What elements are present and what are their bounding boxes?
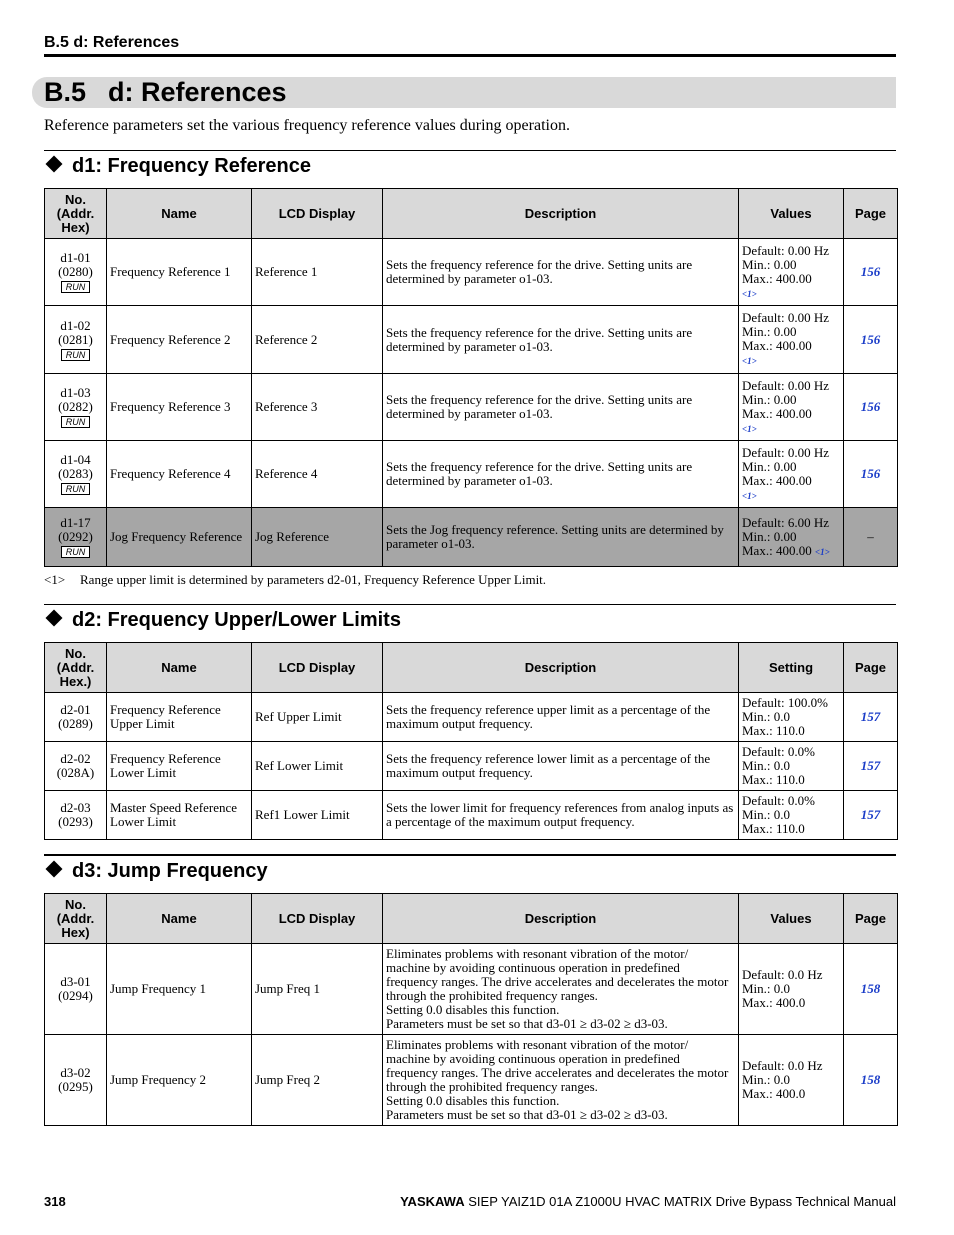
description-text: Sets the frequency reference for the drive. Setting units are determined by parameter o1-03. <box>386 324 693 354</box>
header-values: Values <box>739 189 844 239</box>
table-row <box>45 508 898 567</box>
value-line: Min.: 0.0 <box>742 807 791 822</box>
description-cell <box>383 693 739 742</box>
header-values: Values <box>739 894 844 944</box>
values-cell <box>739 1035 844 1126</box>
value-line: Min.: 0.0 <box>742 758 791 773</box>
description-cell <box>383 1035 739 1126</box>
description-cell <box>383 441 739 508</box>
values-cell <box>739 508 844 567</box>
description-text: Sets the lower limit for frequency references from analog inputs as a percentage of the maximum output frequency. <box>386 800 734 829</box>
value-line <box>742 544 840 559</box>
description-text: Sets the frequency reference lower limit as a percentage of the maximum output frequency. <box>386 751 711 780</box>
value-line: Max.: 110.0 <box>742 723 805 738</box>
lcd-display-text: Ref Upper Limit <box>252 693 383 742</box>
lcd-display-text: Jump Freq 2 <box>252 1035 383 1126</box>
parameter-address: (0294) <box>58 988 93 1003</box>
header-name: Name <box>107 189 252 239</box>
value-line: Default: 100.0% <box>742 695 828 710</box>
parameter-number: d1-04 <box>60 452 91 467</box>
header-description: Description <box>383 894 739 944</box>
footer-brand: YASKAWA <box>400 1194 465 1209</box>
value-line: Min.: 0.00 <box>742 458 797 474</box>
parameter-address: (0289) <box>58 716 93 731</box>
value-line: Min.: 0.00 <box>742 528 797 544</box>
diamond-bullet-icon <box>46 861 63 878</box>
page-number: 318 <box>44 1194 66 1209</box>
value-line: Max.: 400.0 <box>742 995 806 1010</box>
description-text: Sets the frequency reference upper limit as a percentage of the maximum output frequency. <box>386 702 711 731</box>
parameter-name: Jog Frequency Reference <box>107 508 252 567</box>
d3-rule <box>44 854 896 856</box>
header-description: Description <box>383 643 739 693</box>
parameter-address: (0283) <box>58 466 93 481</box>
parameter-address: (0280) <box>58 264 93 279</box>
values-cell <box>739 441 844 508</box>
table-row <box>45 441 898 508</box>
description-text: Sets the frequency reference for the drive. Setting units are determined by parameter o1-03. <box>386 459 693 488</box>
description-line: Eliminates problems with resonant vibration of the motor/ machine by avoiding continuous operation in predefined frequency ranges. The drive accelerates and decelerates the motor through the prohibited frequency ranges. <box>386 946 729 1003</box>
value-line: Max.: 400.00 <box>742 472 812 488</box>
footer-manual-title <box>400 1194 896 1209</box>
d3-heading <box>44 859 268 883</box>
value-line: Max.: 400.0 <box>742 1086 806 1101</box>
parameter-number-cell <box>45 508 107 567</box>
page-reference-link[interactable]: 157 <box>844 693 898 742</box>
d2-heading-text: d2: Frequency Upper/Lower Limits <box>72 609 401 631</box>
d1-heading <box>44 154 311 178</box>
description-line: Parameters must be set so that d3-01 ≥ d3-02 ≥ d3-03. <box>386 1016 668 1031</box>
d2-rule <box>44 604 896 605</box>
description-cell <box>383 944 739 1035</box>
table-row <box>45 693 898 742</box>
values-cell <box>739 374 844 441</box>
footnote-reference-link[interactable]: <1> <box>742 356 757 366</box>
table-header-row <box>45 189 898 239</box>
page-reference: – <box>844 508 898 567</box>
lcd-display-text: Reference 3 <box>252 374 383 441</box>
header-lcd-display: LCD Display <box>252 189 383 239</box>
page-reference-link[interactable]: 158 <box>844 1035 898 1126</box>
table-header-row <box>45 643 898 693</box>
header-lcd-display: LCD Display <box>252 643 383 693</box>
lcd-display-text: Reference 4 <box>252 441 383 508</box>
footnote-reference-link[interactable]: <1> <box>742 288 757 299</box>
d3-parameter-table <box>44 893 898 1126</box>
intro-paragraph: Reference parameters set the various frequency reference values during operation. <box>44 117 570 134</box>
parameter-name: Jump Frequency 1 <box>107 944 252 1035</box>
diamond-bullet-icon <box>46 156 63 173</box>
parameter-number: d3-02 <box>60 1065 91 1080</box>
page-reference-link[interactable]: 156 <box>844 374 898 441</box>
value-line: Default: 0.0% <box>742 744 815 759</box>
description-cell <box>383 742 739 791</box>
description-text: Sets the frequency reference for the drive. Setting units are determined by parameter o1-03. <box>386 392 693 421</box>
parameter-address: (0282) <box>58 399 93 414</box>
parameter-number: d1-17 <box>60 515 91 530</box>
header-page: Page <box>844 894 898 944</box>
parameter-address: (028A) <box>56 765 95 780</box>
footnote-reference-link[interactable]: <1> <box>814 546 830 557</box>
d1-rule <box>44 150 896 151</box>
parameter-name: Master Speed Reference Lower Limit <box>107 791 252 840</box>
value-line: Default: 0.00 Hz <box>742 310 830 325</box>
table-row <box>45 742 898 791</box>
header-no: No. (Addr. Hex) <box>45 189 107 239</box>
header-name: Name <box>107 894 252 944</box>
d2-heading <box>44 608 401 632</box>
page-reference-link[interactable]: 158 <box>844 944 898 1035</box>
d1-heading-text: d1: Frequency Reference <box>72 155 311 177</box>
table-row <box>45 306 898 374</box>
value-line: Default: 0.0% <box>742 793 815 808</box>
value-line: Default: 6.00 Hz <box>742 514 830 530</box>
section-title <box>44 77 287 108</box>
description-cell <box>383 239 739 306</box>
parameter-number-cell <box>45 306 107 374</box>
lcd-display-text: Jog Reference <box>252 508 383 567</box>
parameter-number: d1-02 <box>60 317 91 333</box>
values-cell <box>739 944 844 1035</box>
value-line: Default: 0.0 Hz <box>742 1058 823 1073</box>
header-page: Page <box>844 643 898 693</box>
description-text: Sets the frequency reference for the drive. Setting units are determined by parameter o1-03. <box>386 257 693 286</box>
parameter-address: (0295) <box>58 1079 93 1094</box>
value-line: Max.: 400.00 <box>742 270 812 286</box>
description-line: Setting 0.0 disables this function. <box>386 1093 560 1108</box>
run-badge: RUN <box>61 281 91 293</box>
value-line: Default: 0.00 Hz <box>742 242 830 258</box>
table-row <box>45 239 898 306</box>
footnote <box>44 572 546 588</box>
parameter-address: (0293) <box>58 814 93 829</box>
header-description: Description <box>383 189 739 239</box>
description-cell <box>383 306 739 374</box>
d3-heading-text: d3: Jump Frequency <box>72 860 268 882</box>
footnote-tag: <1> <box>44 572 66 587</box>
footnote-text: Range upper limit is determined by parameters d2-01, Frequency Reference Upper Limit. <box>80 572 547 587</box>
footer-manual-name: SIEP YAIZ1D 01A Z1000U HVAC MATRIX Drive Bypass Technical Manual <box>468 1194 896 1209</box>
header-lcd-display: LCD Display <box>252 894 383 944</box>
run-badge: RUN <box>61 483 91 495</box>
parameter-name: Jump Frequency 2 <box>107 1035 252 1126</box>
description-line: Eliminates problems with resonant vibration of the motor/ machine by avoiding continuous operation in predefined frequency ranges. The drive accelerates and decelerates the motor through the prohibited frequency ranges. <box>386 1037 729 1094</box>
parameter-number: d2-02 <box>60 751 91 766</box>
description-cell <box>383 508 739 567</box>
values-cell <box>739 306 844 374</box>
page-reference-link[interactable]: 157 <box>844 742 898 791</box>
header-name: Name <box>107 643 252 693</box>
parameter-number: d1-03 <box>60 385 91 400</box>
run-badge: RUN <box>61 546 91 558</box>
description-cell <box>383 791 739 840</box>
parameter-name: Frequency Reference 1 <box>107 239 252 306</box>
run-badge: RUN <box>61 416 91 428</box>
parameter-number-cell <box>45 791 107 840</box>
description-text: Sets the Jog frequency reference. Setting units are determined by parameter o1-03. <box>386 522 724 551</box>
footnote-reference-link[interactable]: <1> <box>742 423 757 434</box>
footnote-reference-link[interactable]: <1> <box>742 490 757 501</box>
parameter-number-cell <box>45 742 107 791</box>
parameter-number: d2-03 <box>60 800 91 815</box>
value-line: Min.: 0.0 <box>742 1072 791 1087</box>
value-line: Default: 0.00 Hz <box>742 377 830 393</box>
parameter-address: (0292) <box>58 529 93 544</box>
values-cell <box>739 791 844 840</box>
value-line: Max.: 110.0 <box>742 772 805 787</box>
values-cell <box>739 693 844 742</box>
lcd-display-text: Ref1 Lower Limit <box>252 791 383 840</box>
parameter-name: Frequency Reference Lower Limit <box>107 742 252 791</box>
table-row <box>45 374 898 441</box>
d1-parameter-table <box>44 188 898 567</box>
header-no: No. (Addr. Hex) <box>45 894 107 944</box>
section-number: B.5 <box>44 77 87 107</box>
parameter-number: d1-01 <box>60 250 91 265</box>
header-rule <box>44 54 896 57</box>
lcd-display-text: Jump Freq 1 <box>252 944 383 1035</box>
value-line: Default: 0.00 Hz <box>742 444 830 460</box>
value-line: Max.: 400.00 <box>742 338 812 353</box>
table-header-row <box>45 894 898 944</box>
parameter-number: d3-01 <box>60 974 91 989</box>
lcd-display-text: Reference 2 <box>252 306 383 374</box>
parameter-number: d2-01 <box>60 702 91 717</box>
header-setting: Setting <box>739 643 844 693</box>
parameter-number-cell <box>45 1035 107 1126</box>
values-cell <box>739 742 844 791</box>
page-reference-link[interactable]: 157 <box>844 791 898 840</box>
parameter-name: Frequency Reference 4 <box>107 441 252 508</box>
table-row <box>45 791 898 840</box>
parameter-number-cell <box>45 441 107 508</box>
page-reference-link[interactable]: 156 <box>844 239 898 306</box>
header-page: Page <box>844 189 898 239</box>
parameter-name: Frequency Reference 3 <box>107 374 252 441</box>
diamond-bullet-icon <box>46 610 63 627</box>
value-line: Max.: 110.0 <box>742 821 805 836</box>
parameter-number-cell <box>45 374 107 441</box>
description-line: Setting 0.0 disables this function. <box>386 1002 560 1017</box>
parameter-number-cell <box>45 944 107 1035</box>
page-reference-link[interactable]: 156 <box>844 441 898 508</box>
parameter-number-cell <box>45 693 107 742</box>
description-cell <box>383 374 739 441</box>
values-cell <box>739 239 844 306</box>
parameter-number-cell <box>45 239 107 306</box>
table-row <box>45 1035 898 1126</box>
page-reference-link[interactable]: 156 <box>844 306 898 374</box>
d2-parameter-table <box>44 642 898 840</box>
value-line: Min.: 0.00 <box>742 256 797 272</box>
run-badge: RUN <box>61 349 91 361</box>
section-title-text: d: References <box>108 77 287 107</box>
header-no: No. (Addr. Hex.) <box>45 643 107 693</box>
lcd-display-text: Reference 1 <box>252 239 383 306</box>
running-head: B.5 d: References <box>44 34 180 51</box>
value-line: Min.: 0.00 <box>742 324 797 339</box>
value-max: Max.: 400.00 <box>742 542 812 558</box>
value-line: Max.: 400.00 <box>742 405 812 421</box>
parameter-address: (0281) <box>58 331 93 347</box>
value-line: Min.: 0.0 <box>742 981 791 996</box>
description-line: Parameters must be set so that d3-01 ≥ d3-02 ≥ d3-03. <box>386 1107 668 1122</box>
parameter-name: Frequency Reference Upper Limit <box>107 693 252 742</box>
value-line: Min.: 0.00 <box>742 391 797 407</box>
table-row <box>45 944 898 1035</box>
lcd-display-text: Ref Lower Limit <box>252 742 383 791</box>
value-line: Min.: 0.0 <box>742 709 791 724</box>
value-line: Default: 0.0 Hz <box>742 967 823 982</box>
parameter-name: Frequency Reference 2 <box>107 306 252 374</box>
